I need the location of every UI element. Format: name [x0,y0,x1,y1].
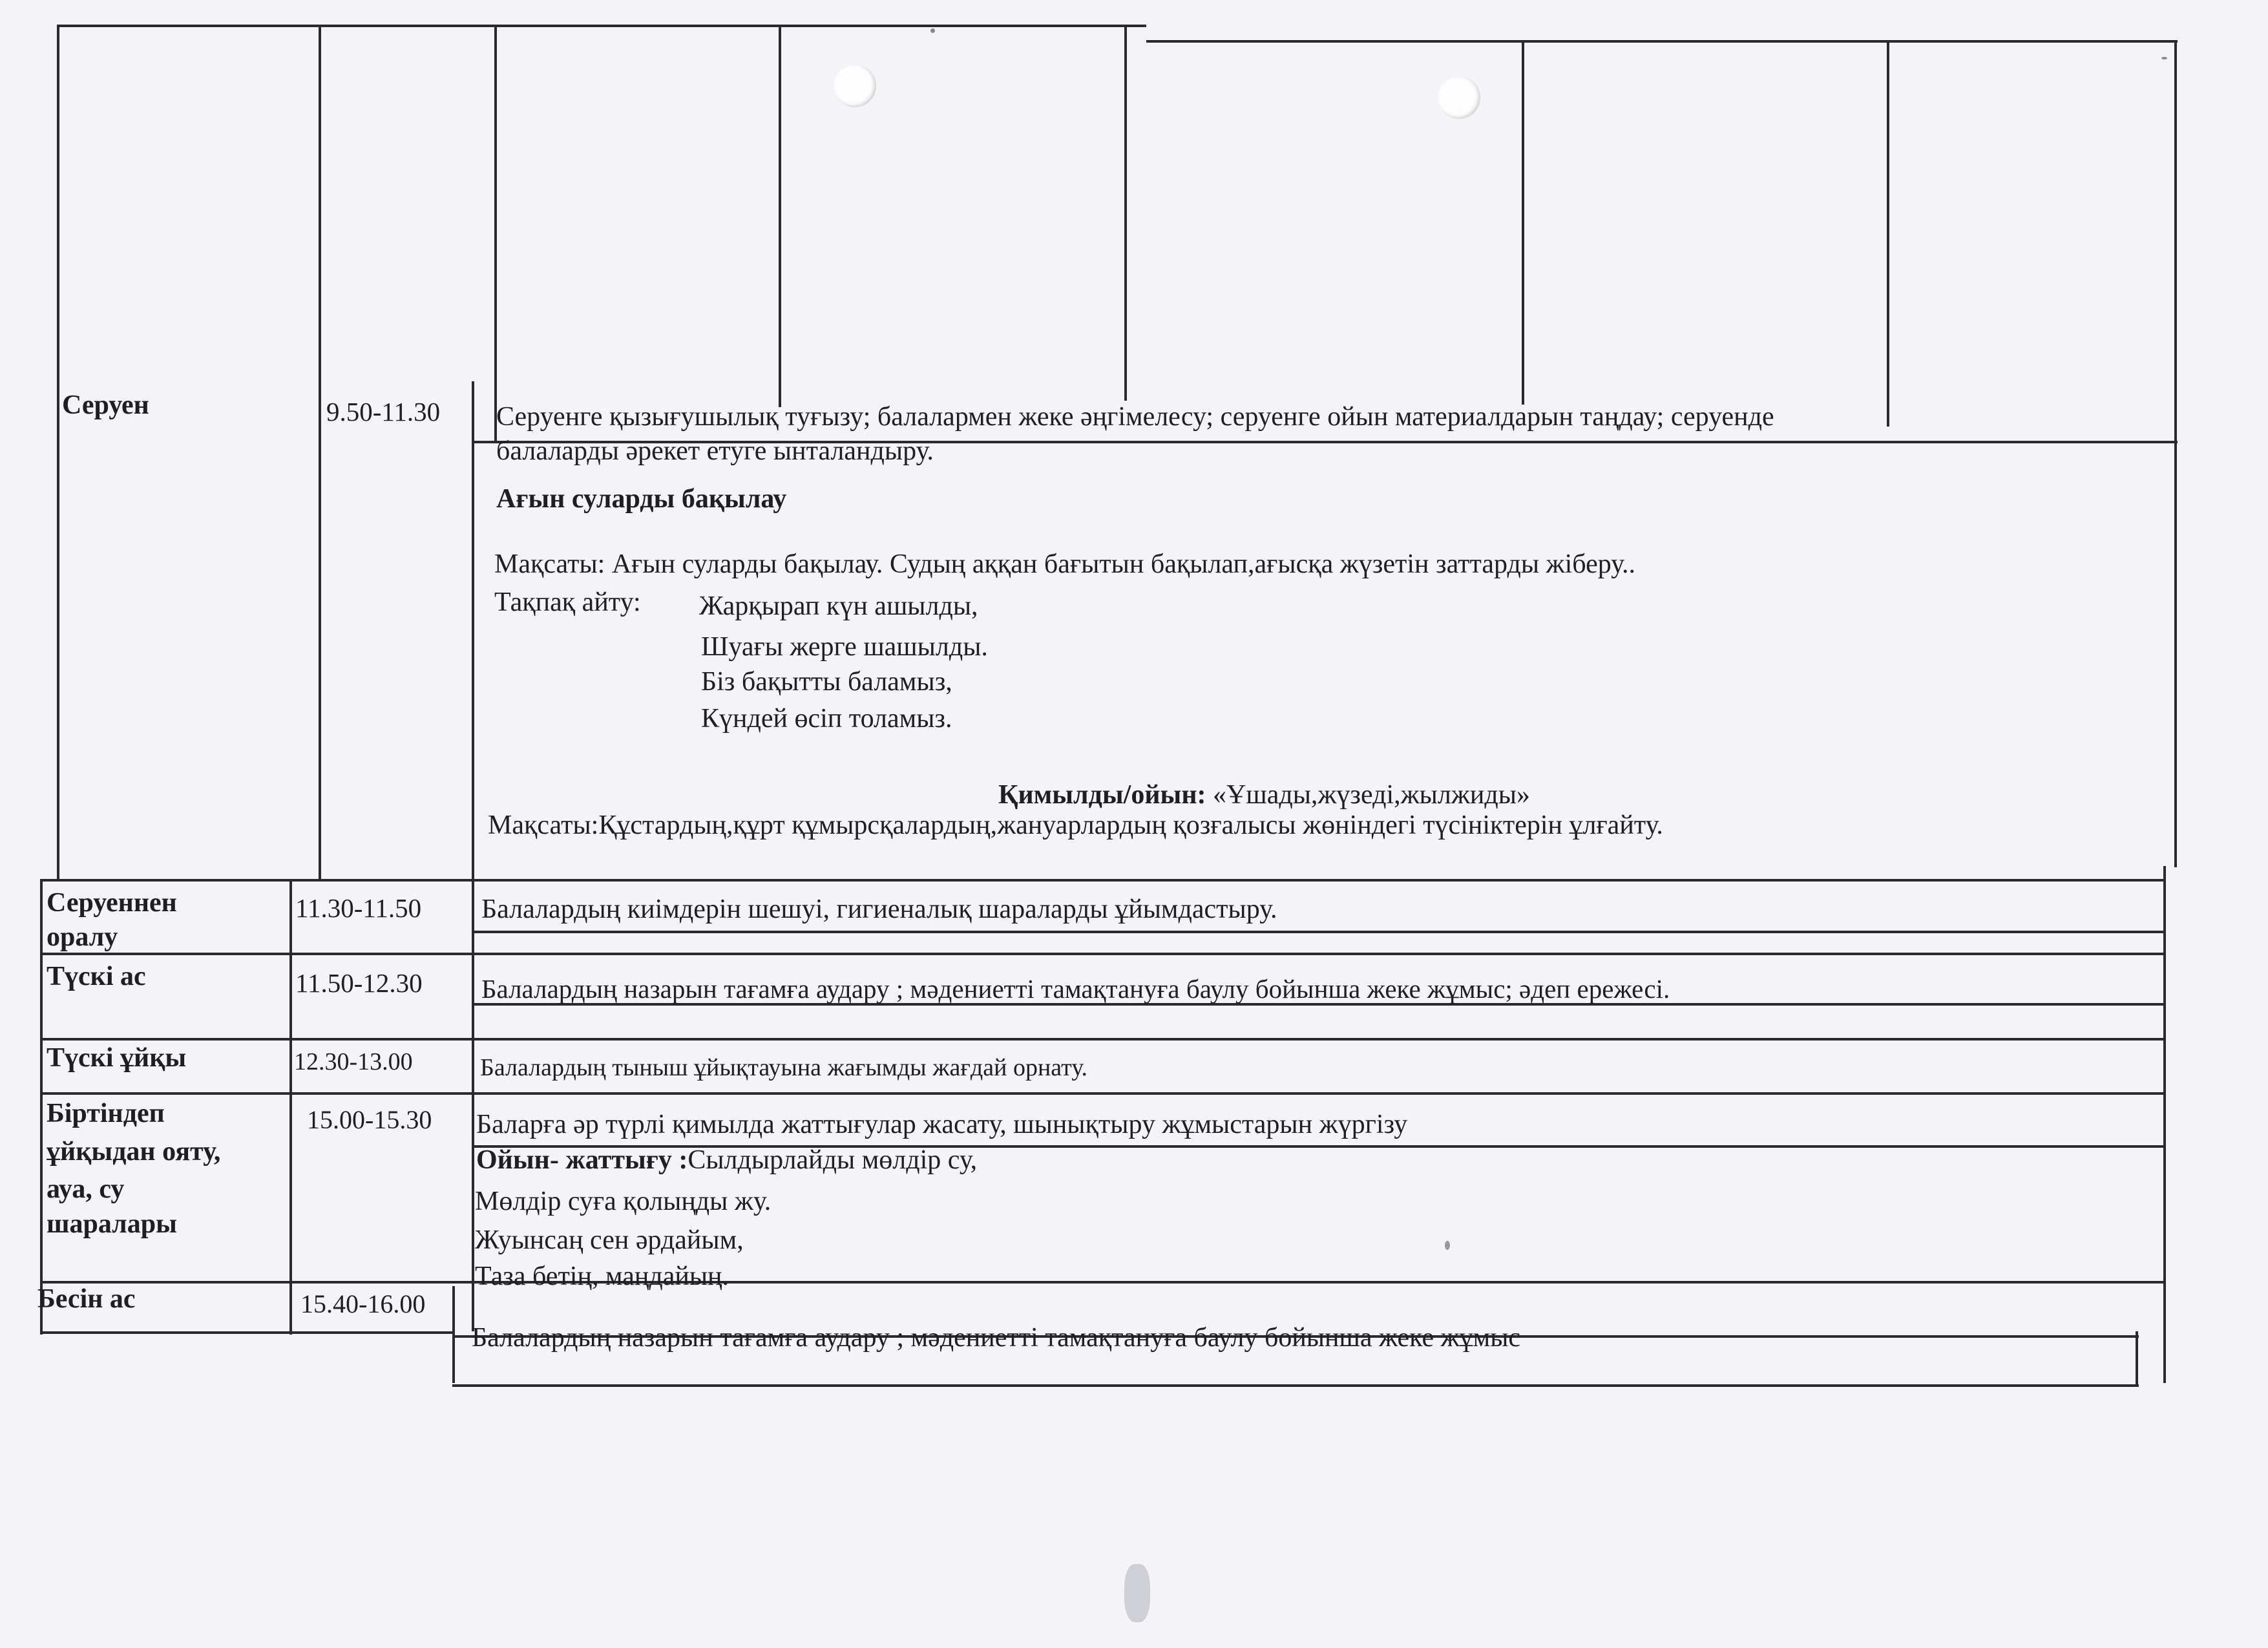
table-border-bottom [452,1384,2139,1387]
snack-text: Балалардың назарын тағамға аудару ; мәдениетті тамақтануға баулу бойынша жеке жұмыс [472,1323,1521,1353]
table-border-top [1146,40,2178,43]
walk-intro-line-1: Серуенге қызығушылық туғызу; балалармен жеке әңгімелесу; серуенге ойын материалдарын таңдау; серуенде [496,402,1774,432]
wake-poem-line: Таза бетің, маңдайың. [475,1262,730,1291]
walk-intro-line-2: балаларды әрекет етуге ынталандыру. [496,436,934,466]
wake-text: Баларға әр түрлі қимылда жаттығулар жасату, шынықтыру жұмыстарын жүргізу [476,1110,1408,1139]
row-label-return: оралу [47,922,118,952]
row-label-nap: Түскі ұйқы [47,1043,187,1073]
row-label-wake: ұйқыдан ояту, [47,1137,221,1167]
table-border-bottom [40,1331,454,1334]
row-divider [40,953,2166,955]
walk-rhyme-line: Біз бақытты баламыз, [701,667,952,697]
row-divider [40,879,2166,882]
return-text: Балалардың киімдерін шешуі, гигиеналық шараларды ұйымдастыру. [481,894,1277,924]
punch-hole-left [834,65,876,107]
walk-topic-heading: Ағын суларды бақылау [496,484,787,514]
row-label-wake: Біртіндеп [47,1099,165,1128]
walk-game-label: Қимылды/ойын: [998,780,1206,810]
column-divider [1522,40,1524,405]
wake-game-first-line: Сылдырлайды мөлдір су, [688,1145,978,1175]
walk-game-line [998,779,1530,811]
speck-mark [1445,1241,1450,1250]
walk-rhyme-label: Тақпақ айту: [494,587,641,617]
table-border-left [40,879,43,1335]
wake-poem-line: Мөлдір суға қолыңды жу. [475,1187,772,1216]
row-time-return: 11.30-11.50 [295,893,422,923]
row-label-lunch: Түскі ас [47,962,146,991]
label-column-divider [289,879,292,1335]
row-label-wake: ауа, су [47,1174,125,1204]
walk-goal: Мақсаты: Ағын суларды бақылау. Судың аққан бағытын бақылап,ағысқа жүзетін заттарды жіберу.. [494,549,1635,579]
row-label-snack: Бесін ас [37,1284,136,1314]
row-divider [40,1038,2166,1041]
wake-poem-line: Жуынсаң сен әрдайым, [475,1225,744,1255]
label-column-divider [319,25,321,881]
column-divider [494,26,497,443]
walk-rhyme-line: Шуағы жерге шашылды. [701,632,988,662]
lunch-text: Балалардың назарын тағамға аудару ; мәдениетті тамақтануға баулу бойынша жеке жұмыс; әдеп ережесі. [481,974,1670,1004]
table-border-right [2163,866,2166,1383]
walk-game-name: «Ұшады,жүзеді,жылжиды» [1213,780,1530,810]
walk-rhyme-line: Жарқырап күн ашылды, [699,591,978,621]
row-time-nap: 12.30-13.00 [294,1048,413,1075]
nap-text: Балалардың тыныш ұйықтауына жағымды жағдай орнату. [480,1054,1087,1081]
time-column-divider [472,381,474,1331]
table-border-top [57,25,1146,27]
row-time-wake: 15.00-15.30 [307,1105,432,1134]
speck-mark [930,28,935,33]
column-divider [1124,26,1127,401]
row-label-walk: Серуен [62,390,149,420]
smudge-mark [1124,1564,1150,1622]
table-border-right [2136,1331,2138,1386]
table-border-right [2174,40,2177,867]
walk-rhyme-line: Күндей өсіп толамыз. [701,704,952,734]
row-divider [40,1281,2166,1284]
speck-mark [2161,57,2167,59]
row-time-lunch: 11.50-12.30 [295,968,423,998]
row-time-walk: 9.50-11.30 [326,397,441,427]
punch-hole-right [1438,76,1480,119]
row-divider-inner [472,931,2165,933]
column-divider [1887,40,1889,427]
time-column-divider [452,1286,455,1383]
row-label-return: Серуеннен [47,888,177,918]
row-label-wake: шаралары [47,1209,177,1239]
wake-game-label: Ойын- жаттығу : [476,1145,688,1175]
walk-game-goal: Мақсаты:Құстардың,құрт құмырсқалардың,жануарлардың қозғалысы жөніндегі түсініктерін ұлғайту. [488,810,1663,840]
wake-game-line [476,1144,977,1176]
column-divider [779,26,781,407]
table-border-left [57,25,59,881]
row-time-snack: 15.40-16.00 [300,1289,426,1318]
row-divider [40,1092,2166,1095]
